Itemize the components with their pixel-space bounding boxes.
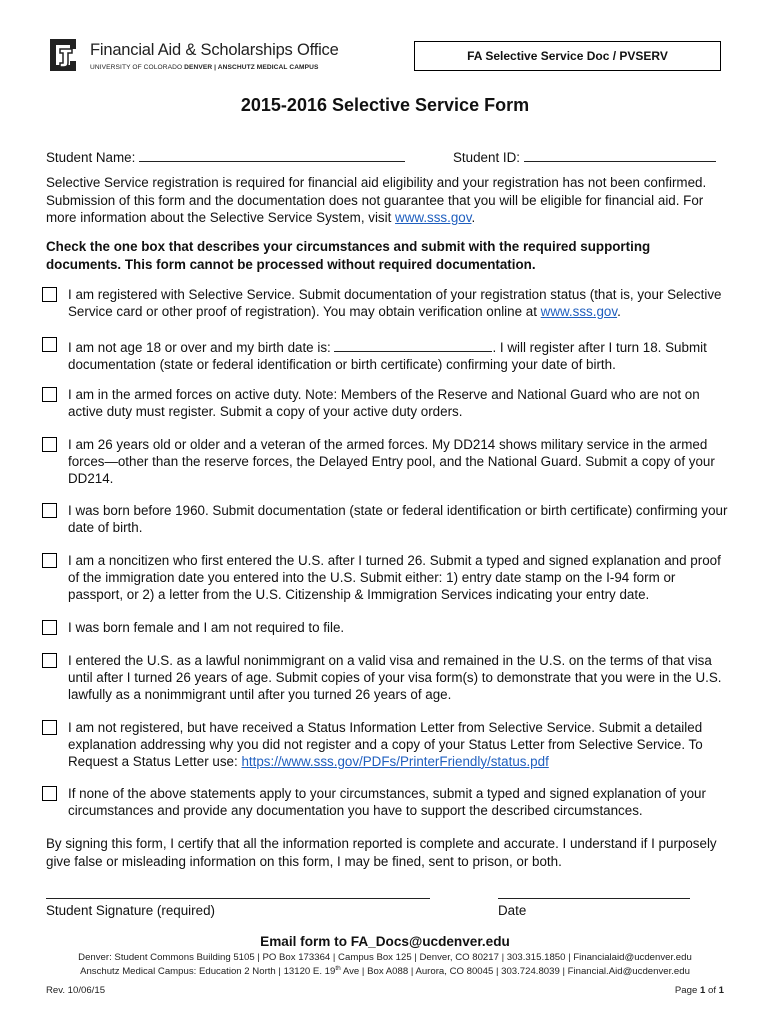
- option-female: I was born female and I am not required to file.: [68, 620, 345, 635]
- option-status-letter: I am not registered, but have received a Status Information Letter from Selective Service. Submit a detailed explanation addressing why you did not register and a copy of your Status Letter from Selective Service. To Request a Status Letter use: https://www.sss.gov/PDFs/PrinterFriendly/status.pdf: [68, 720, 703, 769]
- certification-paragraph: By signing this form, I certify that all the information reported is complete and accurate. I understand if I purposely give false or misleading information on this form, I may be fined, sent to prison, or both.: [46, 836, 717, 869]
- student-name-label: Student Name:: [46, 150, 136, 165]
- student-name-field[interactable]: [46, 147, 405, 165]
- student-id-field[interactable]: [453, 147, 716, 165]
- revision-date: Rev. 10/06/15: [46, 985, 106, 996]
- checkbox-active-duty[interactable]: [42, 387, 57, 402]
- instructions: Check the one box that describes your circumstances and submit with the required supporting documents. This form cannot be processed without required documentation.: [46, 239, 651, 272]
- student-id-label: Student ID:: [453, 150, 520, 165]
- option-veteran: I am 26 years old or older and a veteran of the armed forces. My DD214 shows military service in the armed forces—other than the reserve forces, the Delayed Entry pool, and the National Guard. Submit a copy of your DD214.: [68, 437, 715, 486]
- denver-address: Denver: Student Commons Building 5105 | PO Box 173364 | Campus Box 125 | Denver, CO 80217 | 303.315.1850 | Financialaid@ucdenver.edu: [78, 952, 692, 963]
- doc-code-box: [414, 41, 721, 71]
- checkbox-female[interactable]: [42, 620, 57, 635]
- campus-line: UNIVERSITY OF COLORADO DENVER | ANSCHUTZ MEDICAL CAMPUS: [90, 64, 319, 71]
- option-registered: I am registered with Selective Service. Submit documentation of your registration status (that is, your Selective Service card or other proof of registration). You may obtain verification online at www.sss.gov.: [68, 287, 722, 319]
- email-instruction: Email form to FA_Docs@ucdenver.edu: [260, 934, 510, 949]
- signature-line[interactable]: [46, 898, 430, 899]
- option-active-duty: I am in the armed forces on active duty. Note: Members of the Reserve and National Guard who are not on active duty must register. Submit a copy of your active duty orders.: [68, 387, 700, 419]
- checkbox-status-letter[interactable]: [42, 720, 57, 735]
- cu-logo-icon: [46, 35, 80, 75]
- checkbox-born-before-1960[interactable]: [42, 503, 57, 518]
- birth-date-line[interactable]: [334, 337, 492, 352]
- sss-link[interactable]: www.sss.gov: [395, 210, 472, 225]
- checkbox-under-18[interactable]: [42, 337, 57, 352]
- intro-paragraph: Selective Service registration is required for financial aid eligibility and your registration has not been confirmed. Submission of this form and the documentation does not guarantee that you will be eligible for financial aid. For more information about the Selective Service System, visit www.sss.gov.: [46, 175, 707, 225]
- page-number: Page 1 of 1: [674, 985, 724, 996]
- doc-code: FA Selective Service Doc / PVSERV: [467, 49, 668, 63]
- option-none-apply: If none of the above statements apply to your circumstances, submit a typed and signed explanation of your circumstances and provide any documentation you have to support the described circumstances.: [68, 786, 706, 818]
- checkbox-registered[interactable]: [42, 287, 57, 302]
- date-label: Date: [498, 903, 527, 918]
- checkbox-noncitizen[interactable]: [42, 553, 57, 568]
- option-nonimmigrant: I entered the U.S. as a lawful nonimmigrant on a valid visa and remained in the U.S. on the terms of that visa until after I turned 26 years of age. Submit copies of your visa form(s) to demonstrate that you were in the U.S. lawfully as a nonimmigrant until after you turned 26 years of age.: [68, 653, 722, 702]
- option-noncitizen: I am a noncitizen who first entered the U.S. after I turned 26. Submit a typed and signed explanation and proof of the immigration date you entered into the U.S. Submit either: 1) entry date stamp on the I-94 form or passport, or 2) a letter from the U.S. Citizenship & Immigration Services indicating your entry date.: [68, 553, 721, 602]
- checkbox-none-apply[interactable]: [42, 786, 57, 801]
- checkbox-veteran[interactable]: [42, 437, 57, 452]
- option-born-before-1960: I was born before 1960. Submit documentation (state or federal identification or birth certificate) confirming your date of birth.: [68, 503, 728, 535]
- office-name: Financial Aid & Scholarships Office: [90, 41, 339, 59]
- student-id-line[interactable]: [524, 147, 716, 162]
- sss-verification-link[interactable]: www.sss.gov: [540, 303, 618, 319]
- form-title: 2015-2016 Selective Service Form: [240, 95, 530, 115]
- date-line[interactable]: [498, 898, 690, 899]
- signature-label: Student Signature (required): [46, 903, 215, 918]
- status-letter-link[interactable]: https://www.sss.gov/PDFs/PrinterFriendly/status.pdf: [241, 753, 549, 769]
- student-name-line[interactable]: [139, 147, 405, 162]
- option-under-18: I am not age 18 or over and my birth date is: . I will register after I turn 18. Submit documentation (state or federal identification or birth certificate) confirming your date of birth.: [68, 337, 728, 374]
- checkbox-nonimmigrant[interactable]: [42, 653, 57, 668]
- anschutz-address: Anschutz Medical Campus: Education 2 North | 13120 E. 19th Ave | Box A088 | Aurora, CO 80045 | 303.724.8039 | Financial.Aid@ucdenver.edu: [80, 965, 690, 978]
